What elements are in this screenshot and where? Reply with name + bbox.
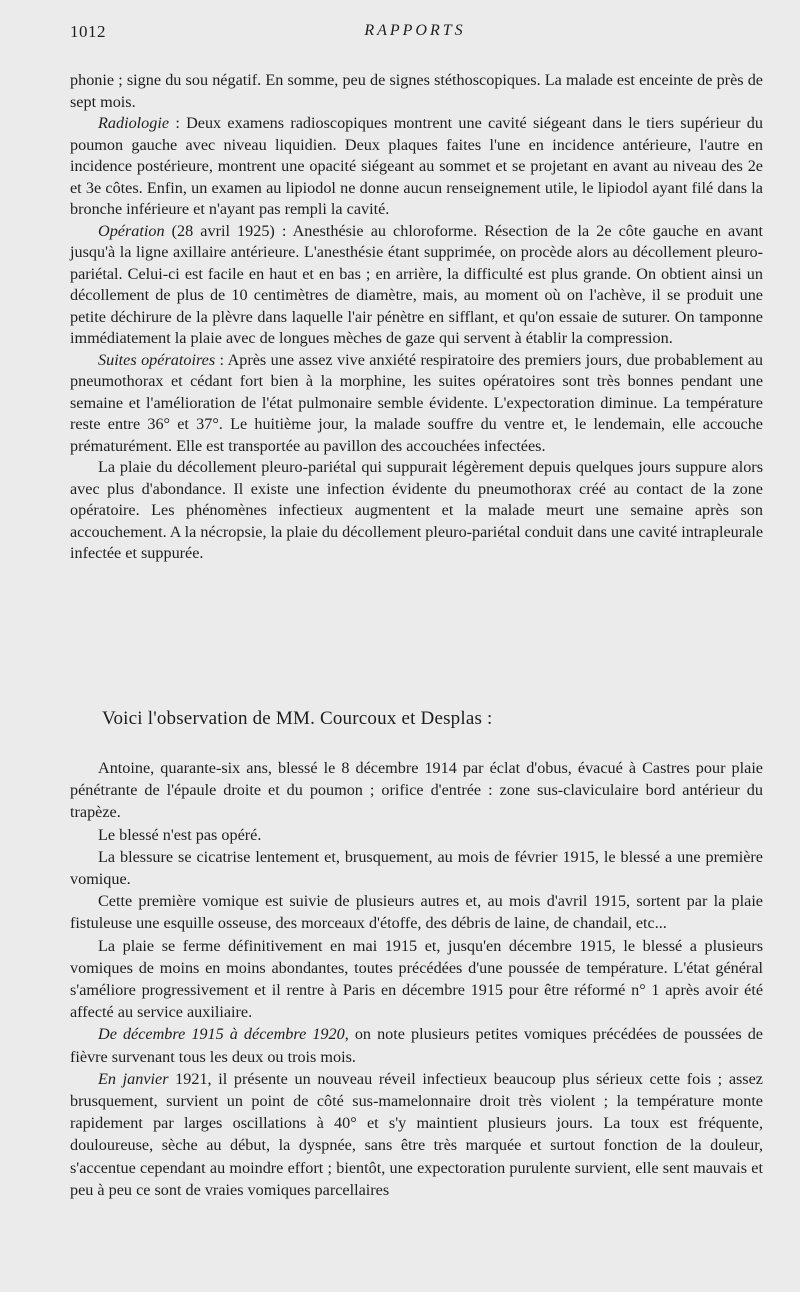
paragraph-janvier: En janvier 1921, il présente un nouveau réveil infectieux beaucoup plus sérieux cette fois ; assez brusquement, survient un point de côté sus-mamelonnaire droit très violent ; la température monte rapidement par larges oscillations à 40° et s'y maintient plusieurs jours. La toux est fréquente, douloureuse, sèche au début, la dyspnée, sans être très marquée et surtout fonction de la douleur, s'accentue cependant au moindre effort ; bientôt, une expectoration purulente survient, elle sent mauvais et peu à peu ce sont de vraies vomiques parcellaires <box>70 1069 763 1199</box>
page-header <box>70 22 760 46</box>
paragraph-label: En janvier <box>98 1069 169 1088</box>
paragraph: La plaie se ferme définitivement en mai 1915 et, jusqu'en décembre 1915, le blessé a plusieurs vomiques de moins en moins abondantes, toutes précédées d'une poussée de température. L'état général s'améliore progressivement et il rentre à Paris en décembre 1915 pour être réformé n° 1 après avoir été affecté au service auxiliaire. <box>70 936 763 1022</box>
page-number: 1012 <box>70 22 106 41</box>
paragraph-label: Opération <box>98 221 165 240</box>
paragraph-label: De décembre 1915 à décembre 1920 <box>98 1025 345 1044</box>
paragraph-dates: De décembre 1915 à décembre 1920, on note plusieurs petites vomiques précédées de poussées de fièvre survenant tous les deux ou trois mois. <box>70 1025 763 1066</box>
paragraph: Le blessé n'est pas opéré. <box>98 825 262 844</box>
paragraph-radiologie: Radiologie : Deux examens radioscopiques montrent une cavité siégeant dans le tiers supérieur du poumon gauche avec niveau liquidien. Deux plaques faites l'une en incidence antérieure, l'autre en incidence postérieure, montrent une opacité siégeant au sommet et se projetant en avant au niveau des 2e et 3e côtes. Enfin, un examen au lipiodol ne donne aucun renseignement utile, le lipiodol ayant filé dans la bronche inférieure et n'ayant pas rempli la cavité. <box>70 114 763 218</box>
paragraph: La blessure se cicatrise lentement et, brusquement, au mois de février 1915, le blessé a une première vomique. <box>70 847 763 889</box>
paragraph: Cette première vomique est suivie de plusieurs autres et, au mois d'avril 1915, sortent par la plaie fistuleuse une esquille osseuse, des morceaux d'étoffe, des débris de laine, de chandail, etc... <box>70 892 763 933</box>
paragraph-suites-operatoires: Suites opératoires : Après une assez vive anxiété respiratoire des premiers jours, due probablement au pneumothorax et cédant fort bien à la morphine, les suites opératoires sont très bonnes pendant une semaine et l'amélioration de l'état pulmonaire semble évidente. L'expectoration diminue. La température reste entre 36° et 37°. Le huitième jour, la malade souffre du ventre et, le lendemain, elle accouche prématurément. Elle est transportée au pavillon des accouchées infectées. <box>70 350 763 455</box>
observation-intro: Voici l'observation de MM. Courcoux et Desplas : <box>102 708 493 729</box>
section-case-report <box>70 70 763 565</box>
paragraph: Antoine, quarante-six ans, blessé le 8 décembre 1914 par éclat d'obus, évacué à Castres pour plaie pénétrante de l'épaule droite et du poumon ; orifice d'entrée : zone sus-claviculaire bord antérieur du trapèze. <box>70 759 763 822</box>
paragraph-operation: Opération (28 avril 1925) : Anesthésie au chloroforme. Résection de la 2e côte gauche en avant jusqu'à la ligne axillaire antérieure. L'anesthésie étant supprimée, on procède alors au décollement pleuro-pariétal. Celui-ci est facile en haut et en bas ; en arrière, la difficulté est plus grande. On obtient ainsi un décollement de plus de 10 centimètres de diamètre, mais, au moment où on l'achève, il se produit une petite déchirure de la plèvre dans laquelle l'air pénètre en sifflant, et qu'on essaie de suturer. On tamponne immédiatement la plaie avec de longues mèches de gaze qui servent à établir la compression. <box>70 221 763 347</box>
running-title: RAPPORTS <box>364 22 466 39</box>
paragraph-label: Suites opératoires <box>98 350 216 369</box>
paragraph: La plaie du décollement pleuro-pariétal qui suppurait légèrement depuis quelques jours suppure alors avec plus d'abondance. Il existe une infection évidente du pneumothorax créé au contact de la zone opératoire. Les phénomènes infectieux augmentent et la malade meurt une semaine après son accouchement. A la nécropsie, la plaie du décollement pleuro-pariétal conduit dans une cavité intrapleurale infectée et suppurée. <box>70 458 763 562</box>
paragraph: phonie ; signe du sou négatif. En somme, peu de signes stéthoscopiques. La malade est enceinte de près de sept mois. <box>70 71 763 111</box>
paragraph-label: Radiologie <box>98 114 170 132</box>
section-observation <box>70 757 763 1201</box>
